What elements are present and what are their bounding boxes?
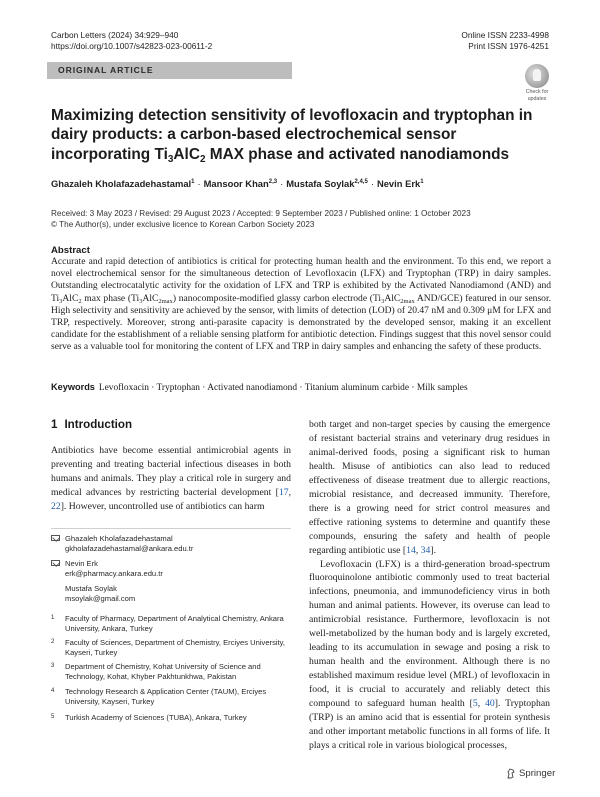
author-list: Ghazaleh Kholafazadehastamal$^1$ · Mansoor Khan$^{2,3}$ · Mustafa Soylak$^{2,4,5}$ · Nevin Erk$^1$	[51, 178, 424, 189]
footnote-divider	[51, 528, 291, 529]
citation-link[interactable]: 14	[406, 544, 416, 556]
citation-link[interactable]: 34	[420, 544, 431, 556]
intro-paragraph-left: Antibiotics have become essential antimicrobial agents in preventing and treating bacterial infectious diseases in both humans and animals. They play a critical role in surgery and medical advances by restricting bacterial development [17, 22]. However, uncontrolled use of antibiotics can harm	[51, 445, 291, 512]
email-icon	[51, 560, 60, 566]
article-title: Maximizing detection sensitivity of levofloxacin and tryptophan in dairy products: a carbon-based electrochemical sensor incorporating $Ti_3AlC_2$ MAX phase and activated nanodiamonds	[51, 107, 533, 165]
abstract-heading: Abstract	[51, 245, 90, 256]
intro-paragraph: Levofloxacin (LFX) is a third-generation broad-spectrum fluoroquinolone antibiotic commonly used to treat bacterial infections, pneumonia, and immunodeficiency virus in both human and animal patients. However, its overuse can lead to antimicrobial resistance. Furthermore, levofloxacin is not well-metabolized by the human body and is largely excreted, leading to its accumulation in sewage and posing a risk to human health and the environment. Although there is no established maximum residue level (MRL) of levofloxacin in food, it is crucial to accurately and reliably detect this compound to safeguard human health [5, 40]. Tryptophan (TRP) is an amino acid that is essential for protein synthesis and other important metabolic functions in all forms of life. It plays a critical role in various biological processes,	[309, 558, 550, 751]
intro-paragraph-right	[309, 418, 550, 753]
print-issn: Print ISSN 1976-4251	[468, 41, 549, 51]
abstract-text: Accurate and rapid detection of antibiotics is critical for protecting human health and the environment. To this end, we report a novel electrochemical sensor for the simultaneous detection of Levofloxacin (LFX) and Tryptophan (TRP) in dairy samples. Outstanding electrocatalytic activity for the oxidation of LFX and TRP is exhibited by the Activated Nanodiamond (AND) and $Ti_3AlC_2$ max phase $(Ti_3AlC_{2max})$ nanocomposite-modified glassy carbon electrode ($Ti_3AlC_{2max}$ AND/GCE) featured in our sensor. High selectivity and sensitivity are achieved by the sensor, with limits of detection (LOD) of 20.47 nM and 0.309 μM for LFX and TRP, respectively. Moreover, strong anti-parasite capacity is demonstrated by the developed sensor, making it an excellent candidate for the establishment of a reliable sensing platform for antibiotic detection. Findings suggest that this novel sensor could serve as a valuable tool for monitoring the content of LFX and TRP in dairy samples and enhancing the safety of these products.	[51, 256, 551, 353]
email-link[interactable]: erk@pharmacy.ankara.edu.tr	[65, 569, 163, 579]
citation-link[interactable]: 17	[278, 486, 289, 498]
intro-paragraph: both target and non-target species by causing the emergence of resistant bacterial strains and veterinary drug residues in animal-derived foods, posing a significant risk to human health. Misuse of antibiotics can also lead to reduced effectiveness of disease treatment due to allergic reactions, microbial resistance, and decreased immunity. Therefore, there is a growing need for strict control measures and effective rationing systems to determine and quantify these compounds, ensuring the safety and health of people regarding antibiotic use [14, 34].	[309, 419, 550, 556]
check-updates-icon	[525, 64, 549, 88]
online-issn: Online ISSN 2233-4998	[461, 30, 549, 40]
email-icon	[51, 535, 60, 541]
check-for-updates-badge[interactable]	[517, 64, 557, 100]
check-updates-line2: updates	[527, 96, 547, 102]
publisher-name: Springer	[519, 768, 556, 779]
keywords-text: Levofloxacin · Tryptophan · Activated nanodiamond · Titanium aluminum carbide · Milk samples	[98, 383, 468, 393]
section-heading: 1 Introduction	[51, 418, 133, 431]
keywords	[51, 382, 551, 393]
citation-link[interactable]: 5	[472, 698, 478, 710]
publication-dates: Received: 3 May 2023 / Revised: 29 August 2023 / Accepted: 9 September 2023 / Published online: 1 October 2023 © The Author(s), under exclusive licence to Korean Carbon Society 2023	[51, 209, 471, 229]
journal-citation: Carbon Letters (2024) 34:929–940	[51, 30, 179, 40]
email-link[interactable]: msoylak@gmail.com	[65, 594, 136, 604]
check-updates-line1: Check for	[525, 89, 549, 95]
doi-link[interactable]: https://doi.org/10.1007/s42823-023-00611-2	[51, 41, 213, 51]
article-type-label: ORIGINAL ARTICLE	[58, 65, 154, 75]
author-name: Mansoor Khan	[203, 178, 269, 189]
citation-link[interactable]: 22	[51, 500, 61, 512]
author-name: Ghazaleh Kholafazadehastamal	[51, 178, 192, 189]
email-link[interactable]: gkholafazadehastamal@ankara.edu.tr	[65, 544, 194, 554]
author-name: Mustafa Soylak	[286, 178, 355, 189]
author-name: Nevin Erk	[376, 178, 421, 189]
keywords-label: Keywords	[51, 382, 95, 392]
citation-link[interactable]: 40	[485, 698, 495, 710]
springer-horse-icon	[506, 768, 516, 779]
publisher-logo	[506, 768, 555, 779]
